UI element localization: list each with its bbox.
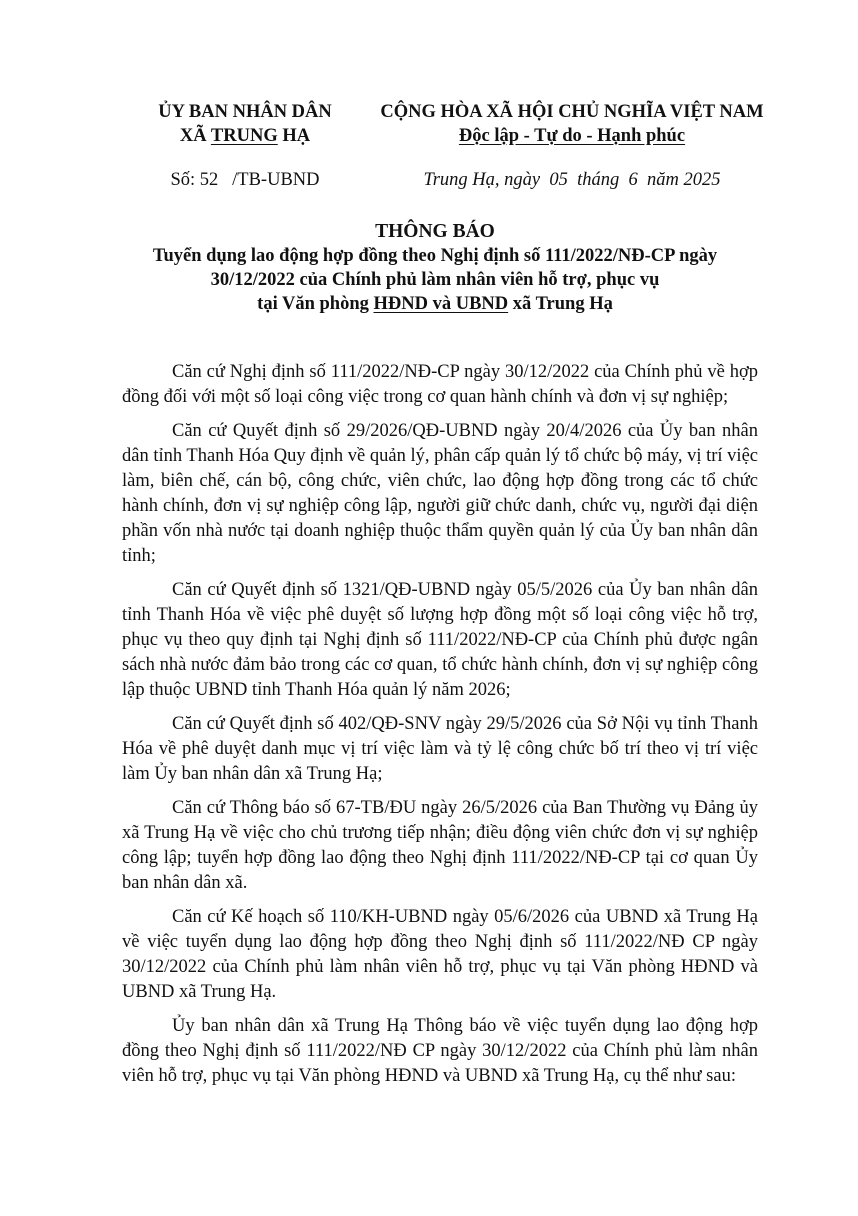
paragraph-legal-basis-2: Căn cứ Quyết định số 29/2026/QĐ-UBND ngày 20/4/2026 của Ủy ban nhân dân tỉnh Thanh Hóa Quy định về quản lý, phân cấp quản lý tổ chức bộ máy, vị trí việc làm, biên chế, cán bộ, công chức, viên chức, lao động hợp đồng trong các tổ chức hành chính, đơn vị sự nghiệp công lập, người giữ chức danh, chức vụ, người đại diện phần vốn nhà nước tại doanh nghiệp thuộc thẩm quyền quản lý của Ủy ban nhân dân tỉnh; [122,421,758,566]
agency-line-2 [120,124,370,148]
issuing-agency [120,100,370,148]
notice-title: THÔNG BÁO [375,221,495,242]
motto [362,124,782,148]
paragraph-legal-basis-4: Căn cứ Quyết định số 402/QĐ-SNV ngày 29/5/2026 của Sở Nội vụ tỉnh Thanh Hóa về phê duyệt danh mục vị trí việc làm và tỷ lệ công chức bố trí theo vị trí việc làm Ủy ban nhân dân xã Trung Hạ; [122,714,758,784]
agency-line-2-suffix: HẠ [277,126,311,146]
subtitle-line-3-underlined: HĐND và UBND [373,294,509,314]
agency-line-2-prefix: XÃ [179,126,211,146]
motto-text: Độc lập - Tự do - Hạnh phúc [458,126,686,146]
paragraph-legal-basis-1: Căn cứ Nghị định số 111/2022/NĐ-CP ngày 30/12/2022 của Chính phủ về hợp đồng đối với một số loại công việc trong cơ quan hành chính và đơn vị sự nghiệp; [122,362,758,407]
notice-title-block [110,220,760,316]
national-header [362,100,782,148]
notice-subtitle-line-1: Tuyển dụng lao động hợp đồng theo Nghị định số 111/2022/NĐ-CP ngày [152,246,718,266]
agency-line-2-underlined: TRUNG [210,126,278,146]
document-body [122,360,758,1098]
subtitle-line-3-part-a: tại Văn phòng [257,294,374,314]
paragraph-announcement: Ủy ban nhân dân xã Trung Hạ Thông báo về việc tuyển dụng lao động hợp đồng theo Nghị định số 111/2022/NĐ CP ngày 30/12/2022 của Chính phủ làm nhân viên hỗ trợ, phục vụ tại Văn phòng HĐND và UBND xã Trung Hạ, cụ thể như sau: [122,1016,758,1086]
notice-subtitle-line-3 [110,292,760,316]
paragraph-legal-basis-5: Căn cứ Thông báo số 67-TB/ĐU ngày 26/5/2026 của Ban Thường vụ Đảng ủy xã Trung Hạ về việc cho chủ trương tiếp nhận; điều động viên chức đơn vị sự nghiệp công lập; tuyển hợp đồng lao động theo Nghị định 111/2022/NĐ-CP tại cơ quan Ủy ban nhân dân xã. [122,798,758,893]
paragraph-legal-basis-3: Căn cứ Quyết định số 1321/QĐ-UBND ngày 05/5/2026 của Ủy ban nhân dân tỉnh Thanh Hóa về việc phê duyệt số lượng hợp đồng một số loại công việc hỗ trợ, phục vụ theo quy định tại Nghị định số 111/2022/NĐ-CP của Chính phủ được ngân sách nhà nước đảm bảo trong các cơ quan, tổ chức hành chính, đơn vị sự nghiệp công lập thuộc UBND tỉnh Thanh Hóa quản lý năm 2026; [122,580,758,700]
place-and-date: Trung Hạ, ngày 05 tháng 6 năm 2025 [423,170,721,190]
paragraph-legal-basis-6: Căn cứ Kế hoạch số 110/KH-UBND ngày 05/6/2026 của UBND xã Trung Hạ về việc tuyển dụng lao động hợp đồng theo Nghị định số 111/2022/NĐ CP ngày 30/12/2022 của Chính phủ làm nhân viên hỗ trợ, phục vụ tại Văn phòng HĐND và UBND xã Trung Hạ. [122,907,758,1002]
document-number: Số: 52 /TB-UBND [170,170,320,190]
agency-line-1: ỦY BAN NHÂN DÂN [158,102,332,122]
notice-subtitle-line-2: 30/12/2022 của Chính phủ làm nhân viên hỗ trợ, phục vụ [210,270,660,290]
subtitle-line-3-part-c: xã Trung Hạ [508,294,613,314]
nation-name: CỘNG HÒA XÃ HỘI CHỦ NGHĨA VIỆT NAM [380,102,764,122]
